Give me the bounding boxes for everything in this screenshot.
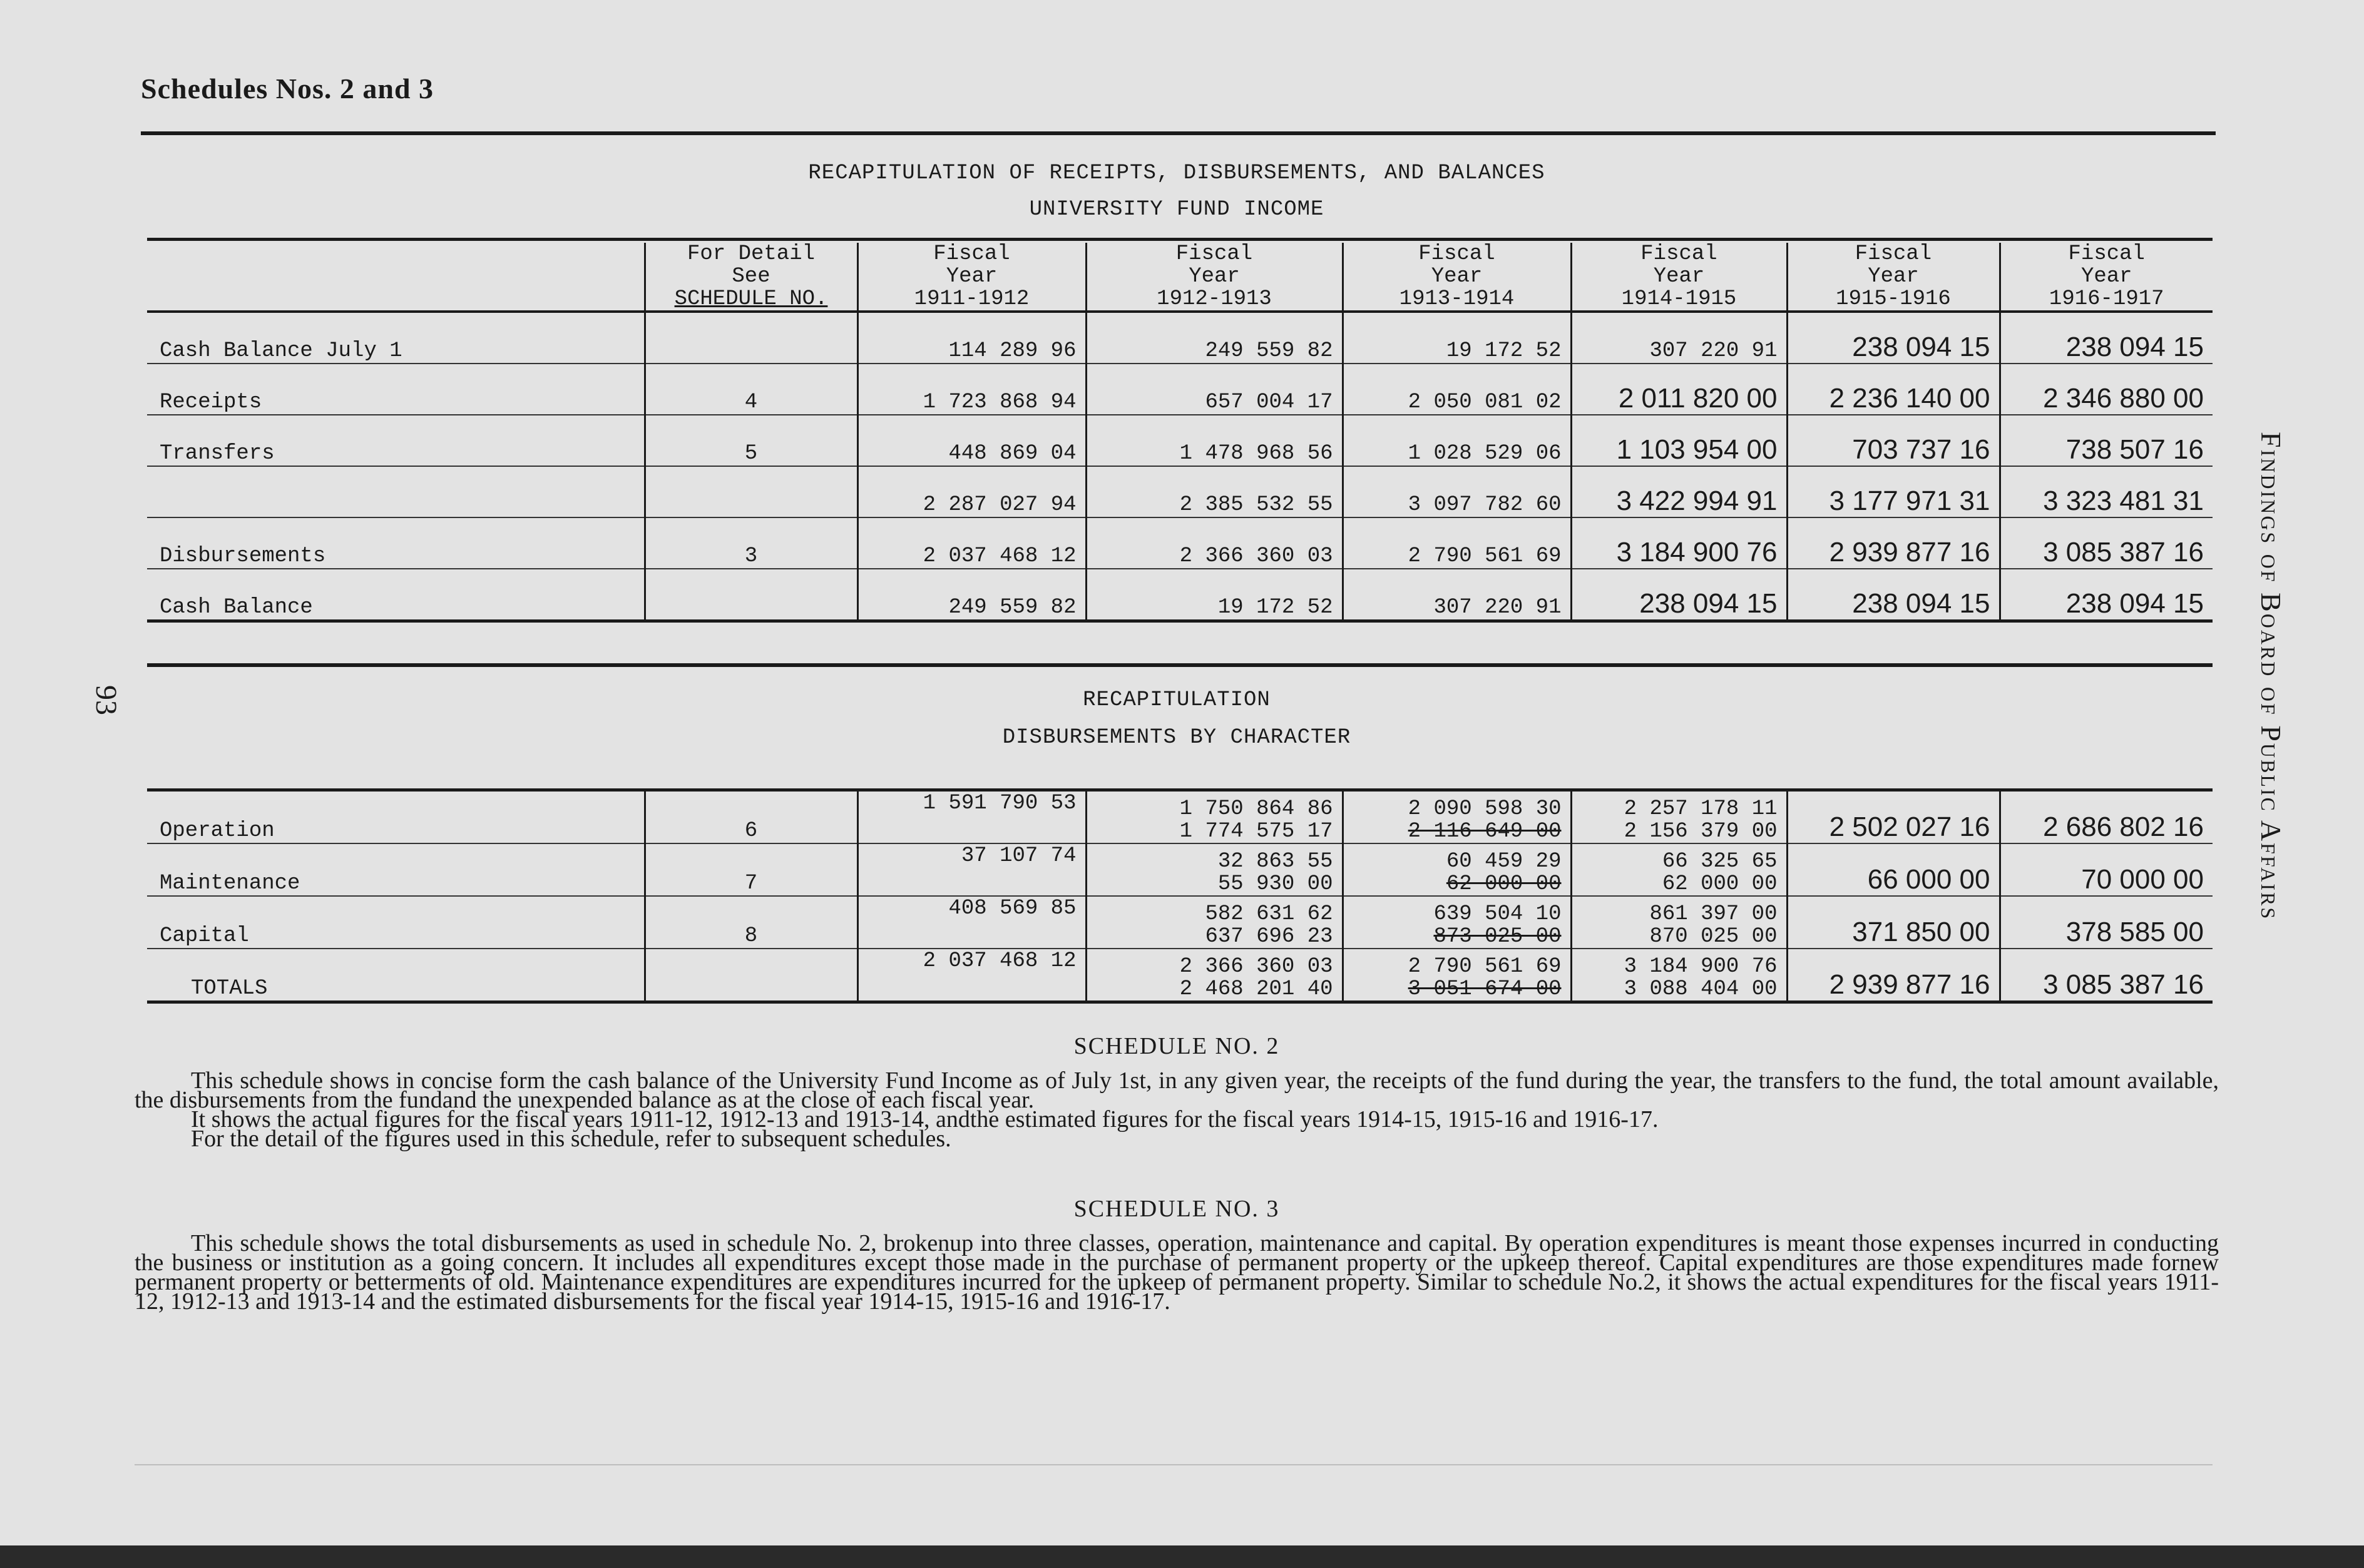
detail-header-line3: SCHEDULE NO. — [674, 287, 828, 311]
row-schedule-no — [645, 466, 857, 517]
row-schedule-no: 4 — [645, 364, 857, 415]
revised-value: 1 774 575 17 — [1179, 820, 1333, 843]
year-header-word: Year — [946, 265, 998, 288]
year-header-range: 1912-1913 — [1157, 287, 1272, 311]
year-header-range: 1913-1914 — [1399, 287, 1515, 311]
table-row — [147, 364, 2213, 415]
year-header-1916 — [2000, 243, 2213, 312]
page-frame-line — [135, 1464, 2213, 1465]
value-cell: 3 097 782 60 — [1343, 466, 1571, 517]
value-cell: 448 869 04 — [857, 415, 1086, 466]
value-cell-pair — [1086, 896, 1343, 949]
value-cell: 408 569 85 — [857, 896, 1086, 949]
value-cell: 2 790 561 69 — [1343, 517, 1571, 569]
estimate-value: 66 325 65 — [1662, 850, 1778, 873]
year-header-1914 — [1571, 243, 1787, 312]
year-header-word: Year — [1653, 265, 1705, 288]
table-row — [147, 312, 2213, 364]
table1-caption-line2: UNIVERSITY FUND INCOME — [1029, 198, 1324, 221]
row-label: Disbursements — [147, 517, 645, 569]
value-cell: 238 094 15 — [1571, 569, 1787, 621]
value-cell: 2 939 877 16 — [1787, 517, 2000, 569]
value-cell: 1 103 954 00 — [1571, 415, 1787, 466]
value-cell: 238 094 15 — [1787, 569, 2000, 621]
totals-row — [147, 949, 2213, 1002]
value-cell: 37 107 74 — [857, 843, 1086, 896]
value-cell-pair — [1343, 896, 1571, 949]
value-cell: 2 011 820 00 — [1571, 364, 1787, 415]
value-cell: 2 037 468 12 — [857, 517, 1086, 569]
value-cell: 1 028 529 06 — [1343, 415, 1571, 466]
value-cell: 66 000 00 — [1787, 843, 2000, 896]
detail-header-line1: For Detail — [687, 242, 816, 266]
revised-value: 3 088 404 00 — [1624, 977, 1778, 1001]
year-header-range: 1915-1916 — [1836, 287, 1951, 311]
value-cell-pair — [1343, 843, 1571, 896]
year-header-range: 1911-1912 — [914, 287, 1030, 311]
row-label: Capital — [147, 896, 645, 949]
table-row — [147, 896, 2213, 949]
row-label: Transfers — [147, 415, 645, 466]
value-cell: 657 004 17 — [1086, 364, 1343, 415]
row-schedule-no: 6 — [645, 792, 857, 843]
value-cell: 2 366 360 03 — [1086, 517, 1343, 569]
value-cell-pair — [1343, 792, 1571, 843]
revised-value: 2 468 201 40 — [1179, 977, 1333, 1001]
struck-estimate-value: 3 051 674 00 — [1408, 977, 1562, 1001]
value-cell: 2 502 027 16 — [1787, 792, 2000, 843]
value-cell: 19 172 52 — [1343, 312, 1571, 364]
value-cell: 1 723 868 94 — [857, 364, 1086, 415]
value-cell: 2 037 468 12 — [857, 949, 1086, 1002]
value-cell: 3 184 900 76 — [1571, 517, 1787, 569]
schedule2-paragraph: For the detail of the figures used in this schedule, refer to subsequent schedules. — [191, 1126, 951, 1152]
row-schedule-no — [645, 949, 857, 1002]
row-label: Maintenance — [147, 843, 645, 896]
row-label: Cash Balance — [147, 569, 645, 621]
value-cell-pair — [1086, 949, 1343, 1002]
table2-caption-line2: DISBURSEMENTS BY CHARACTER — [1002, 726, 1351, 750]
actual-value: 60 459 29 — [1446, 850, 1562, 873]
year-header-1915 — [1787, 243, 2000, 312]
table1-recapitulation — [147, 243, 2213, 623]
actual-value: 639 504 10 — [1433, 902, 1562, 926]
schedule2-text — [135, 1067, 2219, 1152]
table-row — [147, 843, 2213, 896]
year-header-word: Fiscal — [1175, 242, 1253, 266]
schedule2-paragraph: This schedule shows in concise form the cash balance of the University Fund Income as of July 1st, in any given year, the receipts of the fund during the year, the transfers to the fund, the total amount available, the disbursements from the fundand the unexpended balance as at the close of each fiscal year. — [135, 1067, 2219, 1113]
year-header-word: Fiscal — [933, 242, 1010, 266]
estimate-value: 3 184 900 76 — [1624, 955, 1778, 979]
value-cell: 238 094 15 — [2000, 569, 2213, 621]
value-cell: 2 236 140 00 — [1787, 364, 2000, 415]
schedule3-heading: SCHEDULE NO. 3 — [1073, 1196, 1280, 1222]
actual-value: 2 366 360 03 — [1179, 955, 1333, 979]
actual-value: 2 090 598 30 — [1408, 797, 1562, 821]
value-cell-pair — [1571, 949, 1787, 1002]
value-cell: 2 939 877 16 — [1787, 949, 2000, 1002]
value-cell: 114 289 96 — [857, 312, 1086, 364]
table2-top-rule — [147, 663, 2213, 667]
year-header-1913 — [1343, 243, 1571, 312]
table1-caption-line1: RECAPITULATION OF RECEIPTS, DISBURSEMENTS, AND BALANCES — [808, 161, 1545, 185]
revised-value: 62 000 00 — [1662, 872, 1778, 896]
value-cell: 19 172 52 — [1086, 569, 1343, 621]
table-row — [147, 569, 2213, 621]
year-header-word: Fiscal — [1855, 242, 1932, 266]
page-number: 93 — [90, 685, 123, 715]
value-cell-pair — [1343, 949, 1571, 1002]
value-cell: 3 085 387 16 — [2000, 949, 2213, 1002]
revised-value: 2 156 379 00 — [1624, 820, 1778, 843]
year-header-range: 1914-1915 — [1621, 287, 1737, 311]
scan-edge-band — [0, 1545, 2364, 1568]
row-schedule-no: 3 — [645, 517, 857, 569]
table2-disbursements-by-character — [147, 792, 2213, 1004]
actual-value: 32 863 55 — [1217, 850, 1333, 873]
page-title: Schedules Nos. 2 and 3 — [141, 73, 434, 104]
schedule2-paragraph: It shows the actual figures for the fiscal years 1911-12, 1912-13 and 1913-14, andthe estimated figures for the fiscal years 1914-15, 1915-16 and 1916-17. — [191, 1106, 1659, 1133]
row-schedule-no — [645, 569, 857, 621]
value-cell: 307 220 91 — [1571, 312, 1787, 364]
value-cell: 3 085 387 16 — [2000, 517, 2213, 569]
value-cell: 378 585 00 — [2000, 896, 2213, 949]
table-row — [147, 792, 2213, 843]
year-header-range: 1916-1917 — [2049, 287, 2164, 311]
year-header-word: Fiscal — [1418, 242, 1495, 266]
row-schedule-no — [645, 312, 857, 364]
year-header-word: Fiscal — [1640, 242, 1717, 266]
value-cell: 703 737 16 — [1787, 415, 2000, 466]
value-cell: 1 478 968 56 — [1086, 415, 1343, 466]
struck-estimate-value: 873 025 00 — [1433, 925, 1562, 949]
value-cell-pair — [1086, 792, 1343, 843]
estimate-value: 861 397 00 — [1649, 902, 1778, 926]
detail-header — [645, 243, 857, 312]
value-cell: 2 050 081 02 — [1343, 364, 1571, 415]
revised-value: 637 696 23 — [1205, 925, 1333, 949]
year-header-word: Year — [1431, 265, 1483, 288]
table1-header-blank — [147, 243, 645, 312]
actual-value: 2 790 561 69 — [1408, 955, 1562, 979]
year-header-1912 — [1086, 243, 1343, 312]
table-row — [147, 466, 2213, 517]
table1-header-row — [147, 243, 2213, 312]
running-head-vertical: Findings of Board of Public Affairs — [2255, 432, 2287, 921]
row-label: Cash Balance July 1 — [147, 312, 645, 364]
value-cell: 1 591 790 53 — [857, 792, 1086, 843]
schedule3-paragraph: This schedule shows the total disbursements as used in schedule No. 2, brokenup into three classes, operation, maintenance and capital. By operation expenditures is meant those expenses incurred in conducting the business or institution as a going concern. It includes all expenditures except those made in the purchase of permanent property or the upkeep thereof. Capital expenditures are those expenditures made fornew permanent property or betterments of old. Maintenance expenditures are expenditures incurred for the upkeep of permanent property. Similar to schedule No.2, it shows the actual expenditures for the fiscal years 1911-12, 1912-13 and 1913-14 and the estimated disbursements for the fiscal year 1914-15, 1915-16 and 1916-17. — [135, 1230, 2219, 1315]
estimate-value: 2 257 178 11 — [1624, 797, 1778, 821]
value-cell: 249 559 82 — [857, 569, 1086, 621]
table-row — [147, 517, 2213, 569]
revised-value: 55 930 00 — [1217, 872, 1333, 896]
value-cell-pair — [1571, 792, 1787, 843]
value-cell: 3 177 971 31 — [1787, 466, 2000, 517]
value-cell-pair — [1086, 843, 1343, 896]
value-cell: 371 850 00 — [1787, 896, 2000, 949]
detail-header-line2: See — [732, 265, 770, 288]
actual-value: 582 631 62 — [1205, 902, 1333, 926]
value-cell: 2 346 880 00 — [2000, 364, 2213, 415]
revised-value: 870 025 00 — [1649, 925, 1778, 949]
totals-label: TOTALS — [147, 949, 645, 1002]
title-rule — [141, 131, 2216, 135]
actual-value: 1 750 864 86 — [1179, 797, 1333, 821]
value-cell: 70 000 00 — [2000, 843, 2213, 896]
value-cell: 2 385 532 55 — [1086, 466, 1343, 517]
row-schedule-no: 5 — [645, 415, 857, 466]
row-label: Operation — [147, 792, 645, 843]
value-cell: 3 422 994 91 — [1571, 466, 1787, 517]
row-label — [147, 466, 645, 517]
value-cell: 238 094 15 — [1787, 312, 2000, 364]
year-header-word: Fiscal — [2068, 242, 2145, 266]
value-cell: 249 559 82 — [1086, 312, 1343, 364]
schedule2-heading: SCHEDULE NO. 2 — [1073, 1033, 1280, 1059]
struck-estimate-value: 2 116 649 00 — [1408, 820, 1562, 843]
table-row — [147, 415, 2213, 466]
year-header-word: Year — [1189, 265, 1240, 288]
table1-top-rule — [147, 238, 2213, 241]
struck-estimate-value: 62 000 00 — [1446, 872, 1562, 896]
row-label: Receipts — [147, 364, 645, 415]
table2-caption-line1: RECAPITULATION — [1083, 688, 1271, 712]
value-cell: 3 323 481 31 — [2000, 466, 2213, 517]
value-cell: 738 507 16 — [2000, 415, 2213, 466]
value-cell-pair — [1571, 896, 1787, 949]
schedule3-text — [135, 1230, 2219, 1315]
value-cell: 238 094 15 — [2000, 312, 2213, 364]
value-cell: 2 686 802 16 — [2000, 792, 2213, 843]
row-schedule-no: 7 — [645, 843, 857, 896]
year-header-word: Year — [1868, 265, 1919, 288]
value-cell-pair — [1571, 843, 1787, 896]
row-schedule-no: 8 — [645, 896, 857, 949]
year-header-1911 — [857, 243, 1086, 312]
value-cell: 307 220 91 — [1343, 569, 1571, 621]
year-header-word: Year — [2080, 265, 2132, 288]
value-cell: 2 287 027 94 — [857, 466, 1086, 517]
